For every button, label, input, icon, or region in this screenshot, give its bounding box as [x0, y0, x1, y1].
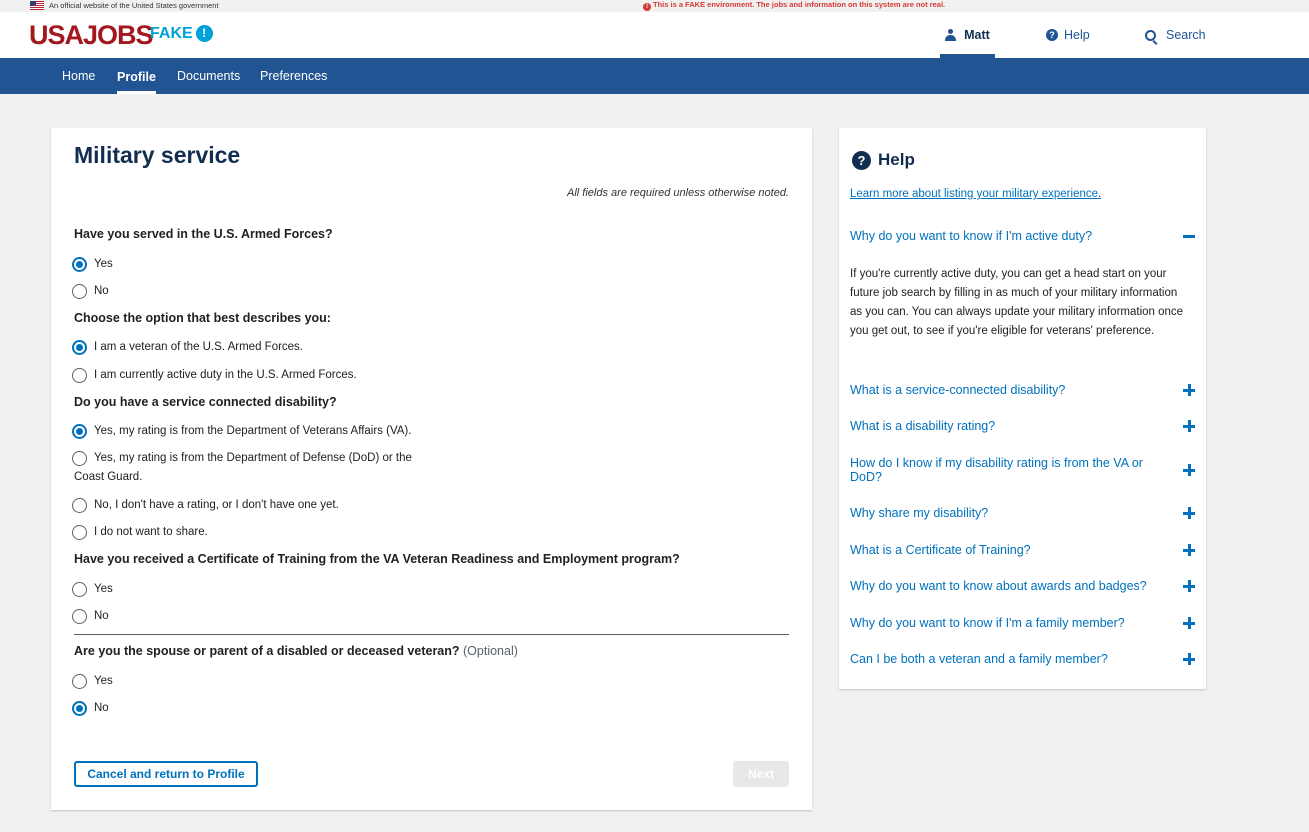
plus-icon [1183, 420, 1195, 432]
help-link[interactable] [1046, 12, 1090, 58]
radio-button[interactable] [72, 424, 87, 439]
accordion-awards-badges[interactable] [850, 579, 1195, 593]
accordion-title: Can I be both a veteran and a family member? [850, 652, 1108, 666]
accordion-title: What is a disability rating? [850, 419, 996, 433]
help-learn-more [850, 188, 1101, 200]
page-title: Military service [74, 142, 241, 168]
radio-button[interactable] [72, 340, 87, 355]
radio-button[interactable] [72, 257, 87, 272]
accordion-certificate[interactable] [850, 543, 1195, 557]
radio-label: No [94, 702, 109, 714]
radio-label: I am a veteran of the U.S. Armed Forces. [94, 341, 304, 353]
plus-icon [1183, 544, 1195, 556]
required-note: All fields are required unless otherwise noted. [567, 187, 789, 199]
radio-label: No [94, 610, 109, 622]
radio-button[interactable] [72, 582, 87, 597]
search-icon [1145, 30, 1156, 41]
accordion-title: How do I know if my disability rating is from the VA or DoD? [850, 456, 1143, 484]
fake-badge [150, 25, 213, 43]
accordion-title: What is a service-connected disability? [850, 383, 1066, 397]
help-icon: ? [1046, 29, 1058, 41]
alert-icon: ! [643, 3, 651, 11]
accordion-active-duty[interactable] [850, 229, 1195, 243]
nav-documents[interactable]: Documents [177, 69, 241, 83]
accordion-title: What is a Certificate of Training? [850, 543, 1031, 557]
radio-served-yes[interactable] [72, 255, 113, 274]
accordion-veteran-and-family[interactable] [850, 652, 1195, 666]
help-heading [852, 150, 915, 170]
nav-home[interactable]: Home [62, 69, 96, 83]
radio-label: Yes [94, 258, 113, 270]
accordion-title: Why do you want to know about awards and badges? [850, 579, 1147, 593]
info-icon: ! [196, 25, 213, 42]
radio-disability-no-share[interactable] [72, 523, 208, 542]
radio-button[interactable] [72, 609, 87, 624]
radio-button[interactable] [72, 284, 87, 299]
radio-disability-va[interactable] [72, 422, 411, 441]
radio-active-duty[interactable] [72, 366, 357, 385]
fake-environment-warning [643, 0, 945, 11]
radio-certificate-no[interactable] [72, 607, 109, 626]
radio-veteran[interactable] [72, 338, 303, 357]
radio-label: No [94, 285, 109, 297]
radio-label: I am currently active duty in the U.S. Armed Forces. [94, 369, 357, 381]
radio-certificate-yes[interactable] [72, 580, 113, 599]
radio-button[interactable] [72, 674, 87, 689]
user-menu[interactable] [940, 12, 995, 58]
fake-label: FAKE [150, 25, 193, 42]
radio-label: I do not want to share. [94, 526, 208, 538]
radio-button[interactable] [72, 498, 87, 513]
user-name: Matt [964, 28, 990, 42]
radio-served-no[interactable] [72, 282, 109, 301]
plus-icon [1183, 580, 1195, 592]
usajobs-logo[interactable]: USAJOBS [29, 20, 153, 50]
us-flag-icon [30, 1, 44, 10]
gov-banner [0, 0, 1309, 12]
next-button[interactable]: Next [733, 761, 789, 787]
radio-label: No, I don't have a rating, or I don't have one yet. [94, 499, 339, 511]
plus-icon [1183, 507, 1195, 519]
optional-label: (Optional) [463, 644, 518, 658]
radio-label: Yes, my rating is from the Department of Defense (DoD) or the [94, 452, 412, 464]
minus-icon [1183, 230, 1195, 242]
radio-disability-none[interactable] [72, 496, 339, 515]
radio-label-continued: Coast Guard. [74, 471, 143, 483]
accordion-title: Why do you want to know if I'm a family member? [850, 616, 1125, 630]
accordion-family-member[interactable] [850, 616, 1195, 630]
learn-more-link[interactable]: Learn more about listing your military experience [850, 188, 1099, 200]
radio-label: Yes, my rating is from the Department of Veterans Affairs (VA). [94, 425, 412, 437]
nav-preferences[interactable]: Preferences [260, 69, 328, 83]
user-icon [945, 29, 956, 41]
radio-button[interactable] [72, 368, 87, 383]
radio-spouse-no[interactable] [72, 699, 109, 718]
help-title: Help [878, 150, 915, 169]
question-served: Have you served in the U.S. Armed Forces? [74, 227, 333, 241]
plus-icon [1183, 617, 1195, 629]
accordion-disability-rating[interactable] [850, 419, 1195, 433]
plus-icon [1183, 464, 1195, 476]
nav-profile[interactable]: Profile [117, 58, 156, 94]
radio-label: Yes [94, 675, 113, 687]
question-describes-you: Choose the option that best describes you: [74, 311, 331, 325]
radio-button[interactable] [72, 701, 87, 716]
radio-spouse-yes[interactable] [72, 672, 113, 691]
radio-disability-dod[interactable] [72, 449, 412, 468]
plus-icon [1183, 653, 1195, 665]
accordion-rating-source[interactable] [850, 456, 1195, 484]
search-link[interactable] [1145, 12, 1206, 58]
radio-button[interactable] [72, 525, 87, 540]
military-service-form [51, 128, 812, 810]
radio-label: Yes [94, 583, 113, 595]
search-label: Search [1166, 28, 1206, 42]
question-disability: Do you have a service connected disability? [74, 395, 337, 409]
radio-button[interactable] [72, 451, 87, 466]
learn-more-period: . [1098, 188, 1102, 200]
help-label: Help [1064, 28, 1090, 42]
accordion-title: Why do you want to know if I'm active duty? [850, 229, 1093, 243]
accordion-body-active-duty: If you're currently active duty, you can get a head start on your future job search by filling in as much of your military information as you can. You can always update your military information once you get out, to see if you're eligible for veterans' preference. [850, 268, 1184, 337]
radio-disability-dod-continued [74, 468, 142, 487]
question-icon: ? [852, 151, 871, 170]
question-certificate: Have you received a Certificate of Training from the VA Veteran Readiness and Employment program? [74, 552, 680, 566]
question-spouse-parent [74, 644, 518, 658]
accordion-share-disability[interactable] [850, 506, 1195, 520]
official-site-text: An official website of the United States government [49, 1, 219, 10]
accordion-title: Why share my disability? [850, 506, 989, 520]
question-label: Are you the spouse or parent of a disabled or deceased veteran? [74, 644, 460, 658]
fake-warning-text: This is a FAKE environment. The jobs and information on this system are not real. [653, 0, 946, 9]
cancel-button[interactable]: Cancel and return to Profile [74, 761, 258, 787]
plus-icon [1183, 384, 1195, 396]
main-nav [0, 58, 1309, 94]
divider [74, 634, 789, 635]
accordion-service-connected[interactable] [850, 383, 1195, 397]
help-panel [839, 128, 1206, 689]
site-header [0, 12, 1309, 58]
